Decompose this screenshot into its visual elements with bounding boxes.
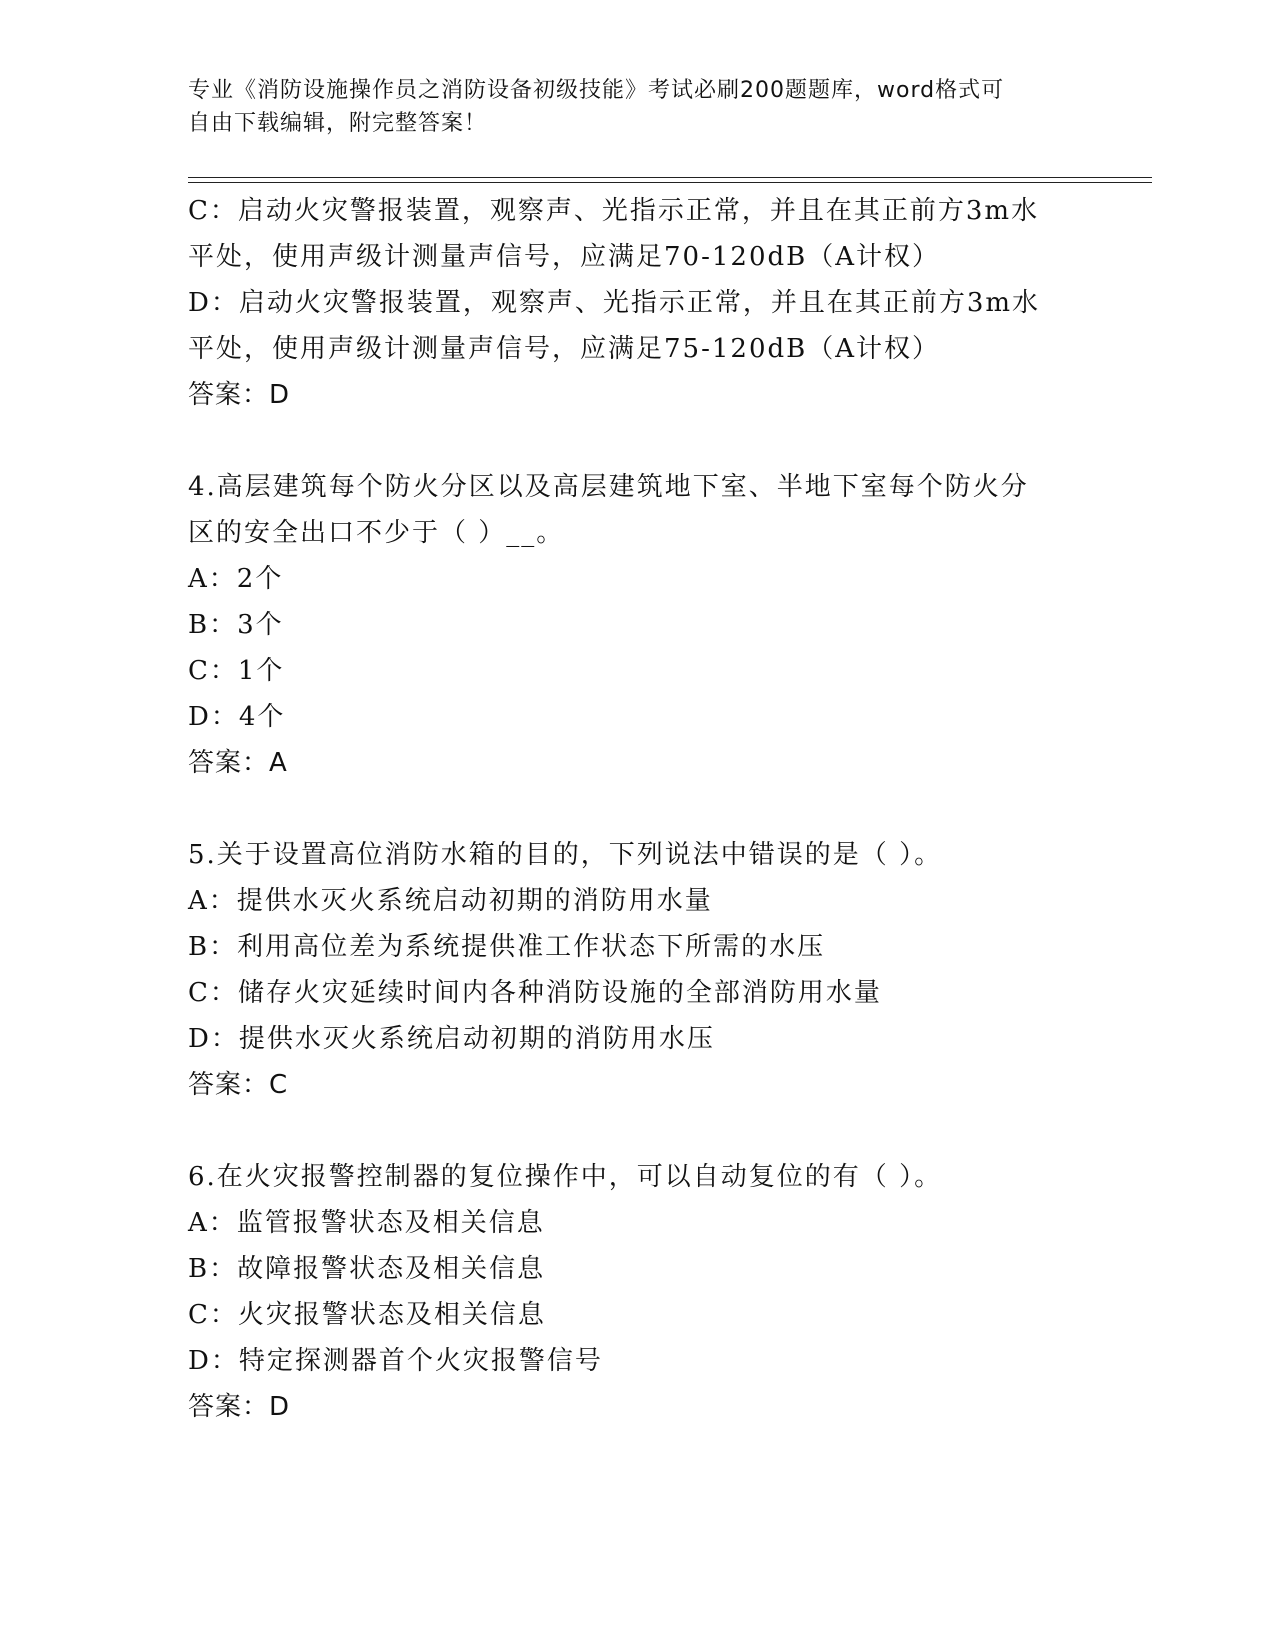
option-d: D：提供水灭火系统启动初期的消防用水压: [188, 1024, 715, 1054]
option-c: C：储存火灾延续时间内各种消防设施的全部消防用水量: [188, 978, 882, 1008]
option-b: B：3个: [188, 610, 284, 640]
spacer: [188, 418, 1088, 464]
option-b: B：故障报警状态及相关信息: [188, 1254, 546, 1284]
header-line-2: 自由下载编辑，附完整答案！: [188, 111, 488, 136]
option-c: C：火灾报警状态及相关信息: [188, 1300, 546, 1330]
question-3-tail: [188, 188, 1088, 418]
question-stem-line-2: 区的安全出口不少于（ ）__。: [188, 518, 565, 548]
option-a: A：提供水灭火系统启动初期的消防用水量: [188, 886, 713, 916]
option-d-line-1: D：启动火灾警报装置，观察声、光指示正常，并且在其正前方3m水: [188, 288, 1041, 318]
question-4: [188, 464, 1088, 786]
answer: 答案：C: [188, 1070, 289, 1100]
question-list: [188, 188, 1088, 1430]
question-stem-line-1: 4.高层建筑每个防火分区以及高层建筑地下室、半地下室每个防火分: [188, 472, 1029, 502]
option-a: A：2个: [188, 564, 284, 594]
option-d: D：4个: [188, 702, 286, 732]
answer: 答案：A: [188, 748, 288, 778]
option-c-line-2: 平处，使用声级计测量声信号，应满足70-120dB（A计权）: [188, 242, 941, 272]
question-6: [188, 1154, 1088, 1430]
option-c-line-1: C：启动火灾警报装置，观察声、光指示正常，并且在其正前方3m水: [188, 196, 1040, 226]
answer: 答案：D: [188, 1392, 291, 1422]
option-d: D：特定探测器首个火灾报警信号: [188, 1346, 603, 1376]
option-b: B：利用高位差为系统提供准工作状态下所需的水压: [188, 932, 826, 962]
question-stem: 5.关于设置高位消防水箱的目的，下列说法中错误的是（ ）。: [188, 840, 943, 870]
option-a: A：监管报警状态及相关信息: [188, 1208, 545, 1238]
option-c: C：1个: [188, 656, 285, 686]
spacer: [188, 1108, 1088, 1154]
answer: 答案：D: [188, 380, 291, 410]
option-d-line-2: 平处，使用声级计测量声信号，应满足75-120dB（A计权）: [188, 334, 941, 364]
spacer: [188, 786, 1088, 832]
question-stem: 6.在火灾报警控制器的复位操作中，可以自动复位的有（ ）。: [188, 1162, 943, 1192]
question-5: [188, 832, 1088, 1108]
document-header: [188, 74, 1078, 140]
header-divider: [188, 177, 1152, 183]
header-line-1: 专业《消防设施操作员之消防设备初级技能》考试必刷200题题库，word格式可: [188, 78, 1005, 103]
